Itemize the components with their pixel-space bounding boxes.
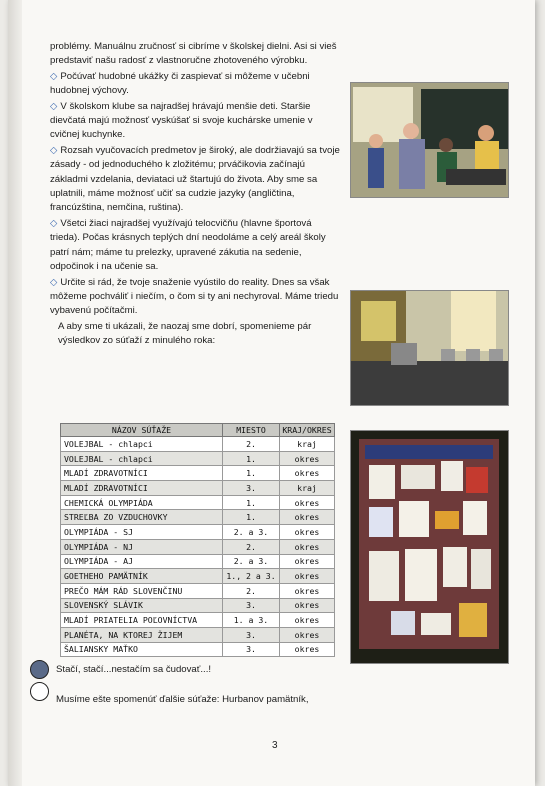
bullet-icon: ◇ <box>50 70 58 82</box>
cell-place: 1., 2 a 3. <box>223 569 280 584</box>
table-row <box>61 569 335 584</box>
bullet-icon: ◇ <box>50 100 58 112</box>
table-row <box>61 554 335 569</box>
cell-competition: PLANÉTA, NA KTOREJ ŽIJEM <box>61 627 223 642</box>
page-number: 3 <box>272 740 278 751</box>
cell-competition: SLOVENSKÝ SLÁVIK <box>61 598 223 613</box>
cell-place: 3. <box>223 598 280 613</box>
table-row <box>61 437 335 452</box>
table-row <box>61 481 335 496</box>
cell-competition: GOETHEHO PAMÄTNÍK <box>61 569 223 584</box>
table-row <box>61 466 335 481</box>
cell-place: 1. a 3. <box>223 613 280 628</box>
bullet-subjects: ◇ Rozsah vyučovacích predmetov je široký, ale dodržiavajú sa tvoje zásady - od jednoduchého k zložitému; prváčikovia začínajú základmi vzdelania, deviataci už štartujú do života. Aby sme sa uplatnili, máme možnosť učiť sa cudzie jazyky (angličtina, francúzština, nemčina, ruština). <box>50 144 340 214</box>
cell-level: kraj <box>280 481 335 496</box>
cell-place: 2. a 3. <box>223 554 280 569</box>
cell-competition: CHEMICKÁ OLYMPIÁDA <box>61 495 223 510</box>
header-level: KRAJ/OKRES <box>280 424 335 437</box>
cell-level: okres <box>280 495 335 510</box>
bullet-club: ◇ V školskom klube sa najradšej hrávajú menšie deti. Staršie dievčatá majú možnosť vyskúšať si svoje kuchárske umenie v cvičnej kuchynke. <box>50 100 313 141</box>
cell-level: okres <box>280 598 335 613</box>
cell-place: 2. a 3. <box>223 525 280 540</box>
cell-level: okres <box>280 554 335 569</box>
text-column <box>50 40 342 350</box>
music-class-photo <box>350 82 509 198</box>
face-icon <box>30 660 49 679</box>
cell-competition: ŠALIANSKY MAŤKO <box>61 642 223 657</box>
cell-level: okres <box>280 569 335 584</box>
cell-competition: VOLEJBAL - chlapci <box>61 451 223 466</box>
cell-competition: OLYMPIÁDA - AJ <box>61 554 223 569</box>
thinking-face-icon <box>30 682 49 701</box>
table-row <box>61 627 335 642</box>
table-row <box>61 539 335 554</box>
cell-level: okres <box>280 583 335 598</box>
cell-level: okres <box>280 613 335 628</box>
exclaim-line: Stačí, stačí...nestačím sa čudovať...! <box>56 664 212 675</box>
cell-level: okres <box>280 466 335 481</box>
cell-level: okres <box>280 525 335 540</box>
cell-place: 3. <box>223 481 280 496</box>
cell-place: 1. <box>223 510 280 525</box>
table-row <box>61 613 335 628</box>
header-place: MIESTO <box>223 424 280 437</box>
table-row <box>61 598 335 613</box>
cell-place: 3. <box>223 627 280 642</box>
cell-competition: MLADÍ ZDRAVOTNÍCI <box>61 481 223 496</box>
bullet-icon: ◇ <box>50 276 58 288</box>
cell-competition: STREĽBA ZO VZDUCHOVKY <box>61 510 223 525</box>
cell-competition: MLADÍ PRIATELIA POĽOVNÍCTVA <box>61 613 223 628</box>
more-competitions-line: Musíme ešte spomenúť ďalšie súťaže: Hurbanov pamätník, <box>56 694 309 705</box>
intro-paragraph: problémy. Manuálnu zručnosť si cibríme v školskej dielni. Asi si vieš predstaviť našu radosť z vlastnoručne zhotoveného výrobku. <box>50 41 337 67</box>
cell-level: okres <box>280 539 335 554</box>
table-row <box>61 451 335 466</box>
bullet-computers: ◇ Určite si rád, že tvoje snaženie vyústilo do reality. Dnes sa však môžeme pochváliť i niečím, o čom si ty ani nechyroval. Máme triedu vybavenú počítačmi. <box>50 276 339 317</box>
cell-competition: MLADÍ ZDRAVOTNÍCI <box>61 466 223 481</box>
cell-place: 2. <box>223 437 280 452</box>
bulletin-board-photo <box>350 430 509 664</box>
header-competition: NÁZOV SÚŤAŽE <box>61 424 223 437</box>
table-row <box>61 495 335 510</box>
table-row <box>61 583 335 598</box>
cell-competition: PREČO MÁM RÁD SLOVENČINU <box>61 583 223 598</box>
cell-place: 3. <box>223 642 280 657</box>
computer-lab-photo <box>350 290 509 406</box>
page <box>8 0 535 786</box>
cell-place: 1. <box>223 451 280 466</box>
cell-place: 2. <box>223 583 280 598</box>
bullet-icon: ◇ <box>50 144 58 156</box>
cell-place: 2. <box>223 539 280 554</box>
table-header-row <box>61 424 335 437</box>
cell-place: 1. <box>223 466 280 481</box>
results-table <box>60 423 335 657</box>
cell-level: okres <box>280 642 335 657</box>
cell-place: 1. <box>223 495 280 510</box>
bullet-gym: ◇ Všetci žiaci najradšej využívajú telocvičňu (hlavne športová trieda). Počas krásnych teplých dní neodoláme a celý areál školy patrí nám; máme tu prelezky, upravené zákutia na sedenie, odpočinok i na učenie sa. <box>50 217 326 273</box>
binder-edge <box>8 0 22 786</box>
cell-competition: OLYMPIÁDA - NJ <box>61 539 223 554</box>
cell-competition: OLYMPIÁDA - SJ <box>61 525 223 540</box>
cell-level: okres <box>280 451 335 466</box>
results-intro: A aby sme ti ukázali, že naozaj sme dobrí, spomenieme pár výsledkov zo súťaží z minulého roka: <box>58 320 312 347</box>
table-row <box>61 525 335 540</box>
table-row <box>61 510 335 525</box>
table-row <box>61 642 335 657</box>
cell-competition: VOLEJBAL - chlapci <box>61 437 223 452</box>
bullet-icon: ◇ <box>50 217 58 229</box>
cell-level: kraj <box>280 437 335 452</box>
bullet-music: ◇ Počúvať hudobné ukážky či zaspievať si môžeme v učebni hudobnej výchovy. <box>50 70 310 97</box>
cell-level: okres <box>280 510 335 525</box>
cell-level: okres <box>280 627 335 642</box>
